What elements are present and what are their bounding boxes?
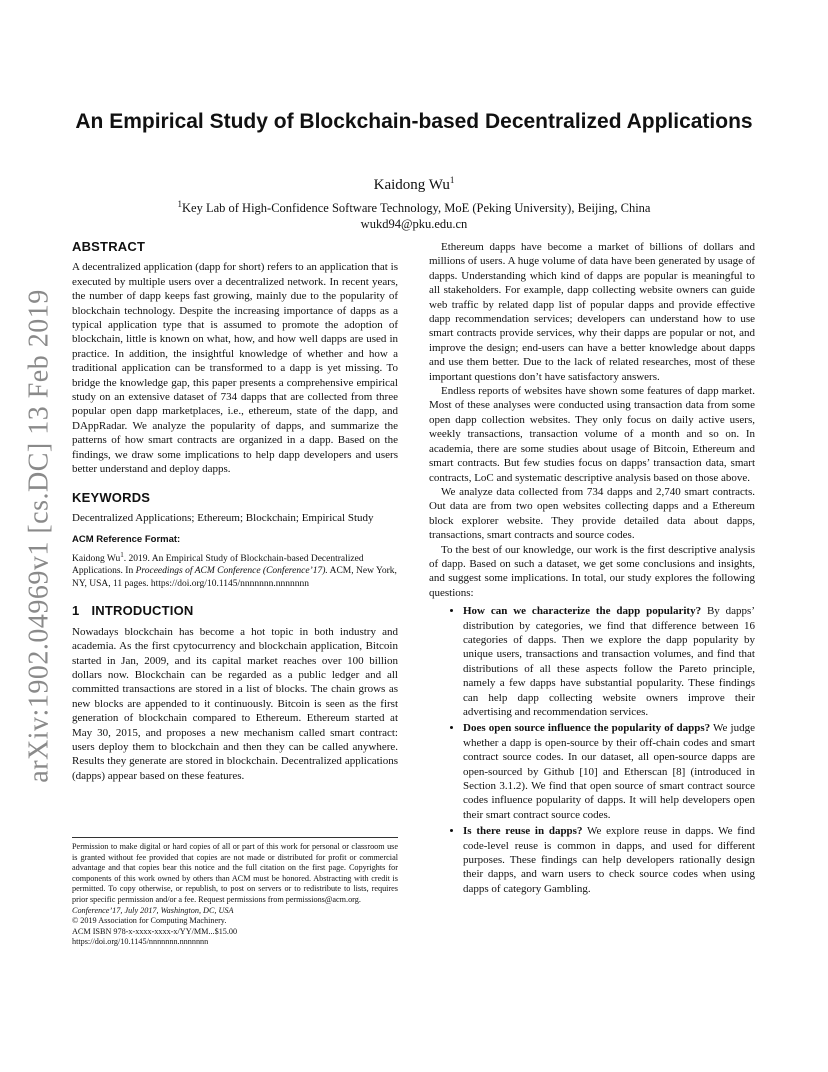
- affiliation-line: [72, 196, 756, 216]
- question-text: How can we characterize the dapp popularity?: [463, 605, 702, 618]
- list-item: [463, 824, 755, 896]
- abstract-text: A decentralized application (dapp for short) refers to an application that is executed by multiple users over a decentralized network. In recent years, the number of dapp keeps fast growing, mainly due to the popularity of blockchain technology. Despite the increasing importance of dapps as a typical application type that is assumed to promote the adoption of blockchain, little is known on what, how, and how well dapps are used in practice. In addition, the insightful knowledge of whether and how a traditional application can be transformed to a dapp is yet missing. To bridge the knowledge gap, this paper presents a comprehensive empirical study on an extensive dataset of 734 dapps that are collected from three popular open dapp marketplaces, i.e., ethereum, state of the dapp, and DAppRadar. We analyze the popularity of dapps, and summarize the patterns of how smart contracts are organized in a dapp. Based on the findings, we draw some implications to help dapp developers and users better understand and deploy dapps.: [72, 261, 398, 476]
- affiliation-sup: 1: [177, 199, 182, 209]
- paper-title: An Empirical Study of Blockchain-based Decentralized Applications: [75, 110, 753, 133]
- body-paragraph: We analyze data collected from 734 dapps and 2,740 smart contracts. Out data are from two open websites collecting dapps and a Ethereum block explorer website. They provide detailed data about dapps, transactions, smart contracts and source codes.: [429, 485, 755, 542]
- question-text: Is there reuse in dapps?: [463, 825, 583, 838]
- answer-text: We judge whether a dapp is open-source by their off-chain codes and smart contract source codes. In our dataset, all open-source dapps are open-sourced by Github [10] and Etherscan [8] (introduced in Section 3.1.2). We find that open source of smart contract source codes influence popularity of dapps. It will help developers open their smart contract source codes.: [463, 722, 755, 821]
- abstract-heading: ABSTRACT: [72, 239, 146, 254]
- author-email: wukd94@pku.edu.cn: [360, 217, 468, 232]
- intro-heading: [72, 604, 398, 618]
- acm-ref-part1: . 2019. An Empirical Study of Blockchain-based Decentralized Applications. In: [72, 553, 364, 577]
- acm-ref-sup: 1: [120, 550, 124, 559]
- conference-line: Conference’17, July 2017, Washington, DC, USA: [72, 905, 234, 915]
- intro-number: 1: [72, 603, 80, 619]
- permission-text: Permission to make digital or hard copies of all or part of this work for personal or classroom use is granted without fee provided that copies are not made or distributed for profit or commercial advantage and that copies bear this notice and the full citation on the first page. Copyrights for components of this work owned by others than ACM must be honored. Abstracting with credit is permitted. To copy otherwise, or republish, to post on servers or to redistribute to lists, requires prior specific permission and/or a fee. Request permissions from permissions@acm.org.: [72, 842, 398, 904]
- author-sup: 1: [449, 175, 455, 185]
- doi-line: https://doi.org/10.1145/nnnnnnn.nnnnnnn: [72, 937, 209, 947]
- right-column: [429, 240, 755, 898]
- intro-title: INTRODUCTION: [91, 603, 194, 619]
- copyright-line: © 2019 Association for Computing Machinery.: [72, 916, 227, 926]
- isbn-line: ACM ISBN 978-x-xxxx-xxxx-x/YY/MM...$15.00: [72, 926, 238, 936]
- affiliation-block: [72, 196, 756, 232]
- answer-text: By dapps’ distribution by categories, we find that difference between 16 categories of dapps. Then we explore the dapp popularity by unique users, transactions and transaction volumes, and find that distributions of all these aspects follow the Pareto principle, namely a few dapps have substantial popularity. These findings can help dapp collecting website owners improve their advertising and recommendation services.: [463, 605, 755, 718]
- keywords-heading: KEYWORDS: [72, 489, 151, 505]
- author-name: Kaidong Wu: [373, 177, 450, 193]
- acm-ref-part2: ACM, New York, NY, USA, 11 pages. https://doi.org/10.1145/nnnnnnn.nnnnnnn: [72, 566, 397, 589]
- answer-text: We explore reuse in dapps. We find code-level reuse is common in dapps, and used for different purposes. These findings can help developers rationally design their dapps, and warn users to check source codes when using dapps of category Gambling.: [463, 825, 755, 895]
- acm-reference-text: [72, 549, 398, 591]
- list-item: [463, 604, 755, 719]
- arxiv-side-stamp: [22, 0, 58, 1072]
- keywords-text: Decentralized Applications; Ethereum; Blockchain; Empirical Study: [72, 511, 374, 524]
- body-paragraph: Ethereum dapps have become a market of billions of dollars and millions of users. A huge volume of data have been generated by usage of dapps. Understanding which kind of dapps are popular is meaningful to all stakeholders. For example, dapp collecting website owners can guide web traffic by related dapp list of popular dapps and provide effective dapp recommendation services; developers can understand how to use smart contracts provide services, why their dapps are popular or not, and improve the design; end-users can have a better knowledge about dapps and use them better. Due to the lack of related researches, most of these important questions don’t have satisfactory answers.: [429, 241, 755, 383]
- left-column: [72, 240, 398, 783]
- body-paragraph: Endless reports of websites have shown some features of dapp market. Most of these analyses were conducted using transaction data from some open dapp collection websites. They only focus on daily active users, weekly transactions, transaction volume of a month and so on. In academia, there are some studies about usage of Bitcoin, Ethereum and smart contracts. But few studies focus on dapps’ transaction data, smart contracts, LoC and systematic descriptive analysis based on those above.: [429, 385, 755, 484]
- acm-reference-heading: ACM Reference Format:: [72, 534, 181, 546]
- acm-ref-author: Kaidong Wu: [72, 553, 121, 564]
- arxiv-identifier: arXiv:1902.04969v1 [cs.DC] 13 Feb 2019: [24, 289, 55, 783]
- body-paragraph: To the best of our knowledge, our work is the first descriptive analysis of dapp. Based on such a dataset, we get some conclusions and insights, and suggest some implications. In total, our study explores the following questions:: [429, 543, 755, 599]
- research-questions-list: [429, 604, 755, 896]
- acm-ref-proceedings: Proceedings of ACM Conference (Conference’17).: [135, 566, 328, 577]
- question-text: Does open source influence the popularity of dapps?: [463, 722, 711, 735]
- affiliation-text: Key Lab of High-Confidence Software Technology, MoE (Peking University), Beijing, China: [182, 201, 651, 216]
- intro-paragraph: Nowadays blockchain has become a hot topic in both industry and academia. As the first cpytocurrency and blockchain application, Bitcoin started in Jan, 2009, and its capital market reaches over 100 billion dollars now. Blockchain can be regarded as a public ledger and all committed transactions are stored in a list of blocks. The chain grows as new blocks are appended to it continuously. Bitcoin is seen as the first generation of blockchain compared to Ethereum. Ethereum started at May 30, 2015, and proposes a new mechanism called smart contract: users deploy them to blockchain and then they can be called anywhere. Results they generate are stored in blockchain. Decentralized applications (dapps) appear based on these features.: [72, 625, 398, 782]
- list-item: [463, 721, 755, 822]
- author-line: [72, 175, 756, 194]
- permission-footnote: [72, 837, 398, 948]
